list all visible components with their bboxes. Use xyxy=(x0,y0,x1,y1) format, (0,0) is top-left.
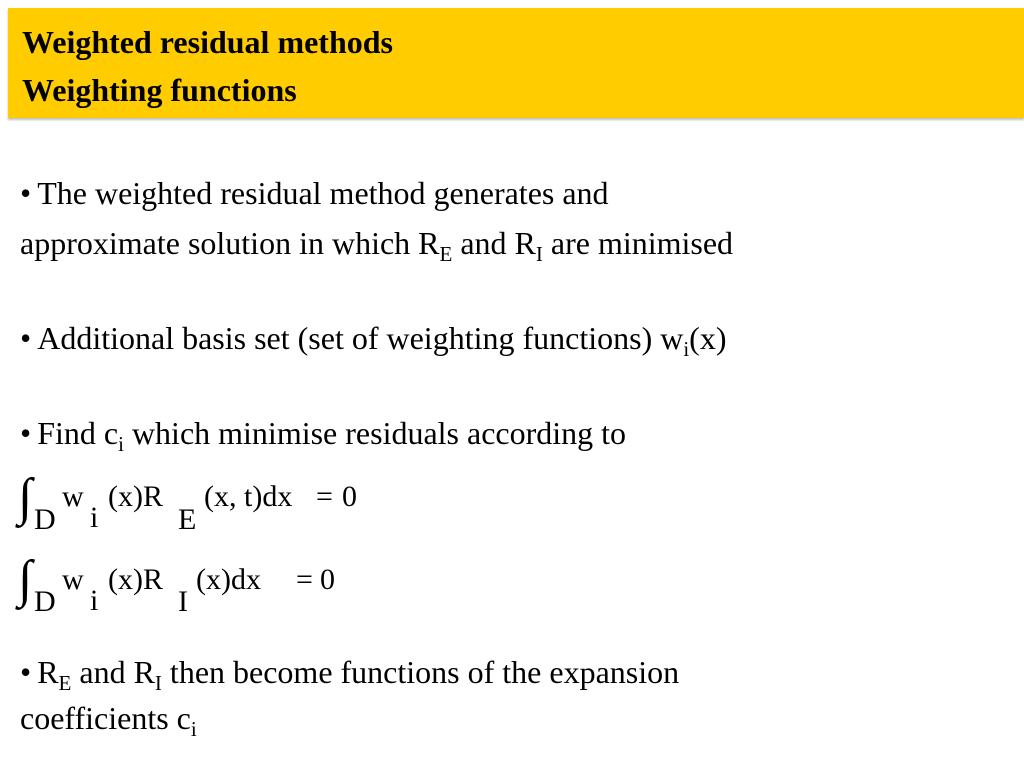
equals-sign: = xyxy=(296,563,313,596)
argument-residual: (x)R xyxy=(108,563,163,596)
subscript: i xyxy=(683,337,690,361)
bullet-3 xyxy=(20,413,627,456)
bullet-1-line-2 xyxy=(20,223,734,266)
subscript: E xyxy=(439,242,453,266)
bullet-marker: • xyxy=(20,415,32,451)
right-hand-side: 0 xyxy=(342,480,357,513)
bullet-text: are minimised xyxy=(542,225,734,261)
residual-index: I xyxy=(178,585,188,618)
equals-sign: = xyxy=(316,480,333,513)
bullet-text: then become functions of the expansion xyxy=(161,654,680,690)
integral-domain: D xyxy=(34,503,56,536)
integral-domain: D xyxy=(34,585,56,618)
bullet-text: approximate solution in which R xyxy=(20,225,440,261)
bullet-text: (x) xyxy=(689,320,727,356)
slide-subtitle: Weighting functions xyxy=(22,72,297,108)
subscript: E xyxy=(58,671,72,695)
bullet-text: which minimise residuals according to xyxy=(123,415,627,451)
bullet-4-line-1 xyxy=(20,652,680,695)
slide-title: Weighted residual methods xyxy=(22,24,393,60)
subscript: I xyxy=(154,671,162,695)
weight-index: i xyxy=(90,501,99,534)
bullet-marker: • xyxy=(20,320,32,356)
slide-header xyxy=(8,8,1024,118)
argument-residual: (x)R xyxy=(108,480,163,513)
right-hand-side: 0 xyxy=(320,563,335,596)
bullet-text: Find c xyxy=(37,415,119,451)
bullet-marker: • xyxy=(20,175,32,211)
residual-arguments: (x, t)dx xyxy=(204,480,293,513)
bullet-text: and R xyxy=(452,225,536,261)
integral-sign: ∫ xyxy=(18,469,33,526)
integral-sign: ∫ xyxy=(18,551,33,608)
bullet-text: Additional basis set (set of weighting functions) w xyxy=(37,320,684,356)
residual-arguments: (x)dx xyxy=(196,563,261,596)
bullet-1-line-1 xyxy=(20,173,609,213)
residual-index: E xyxy=(178,503,197,536)
subscript: i xyxy=(190,717,197,741)
bullet-text: R xyxy=(37,654,59,690)
subscript: I xyxy=(535,242,543,266)
bullet-text: The weighted residual method generates and xyxy=(37,175,609,211)
bullet-marker: • xyxy=(20,654,32,690)
bullet-4-line-2 xyxy=(20,698,197,741)
weight-index: i xyxy=(90,584,99,617)
weight-function: w xyxy=(62,563,84,596)
weight-function: w xyxy=(62,480,84,513)
subscript: i xyxy=(118,432,124,456)
bullet-text: coefficients c xyxy=(20,700,191,736)
bullet-2 xyxy=(20,318,727,361)
bullet-text: and R xyxy=(71,654,155,690)
